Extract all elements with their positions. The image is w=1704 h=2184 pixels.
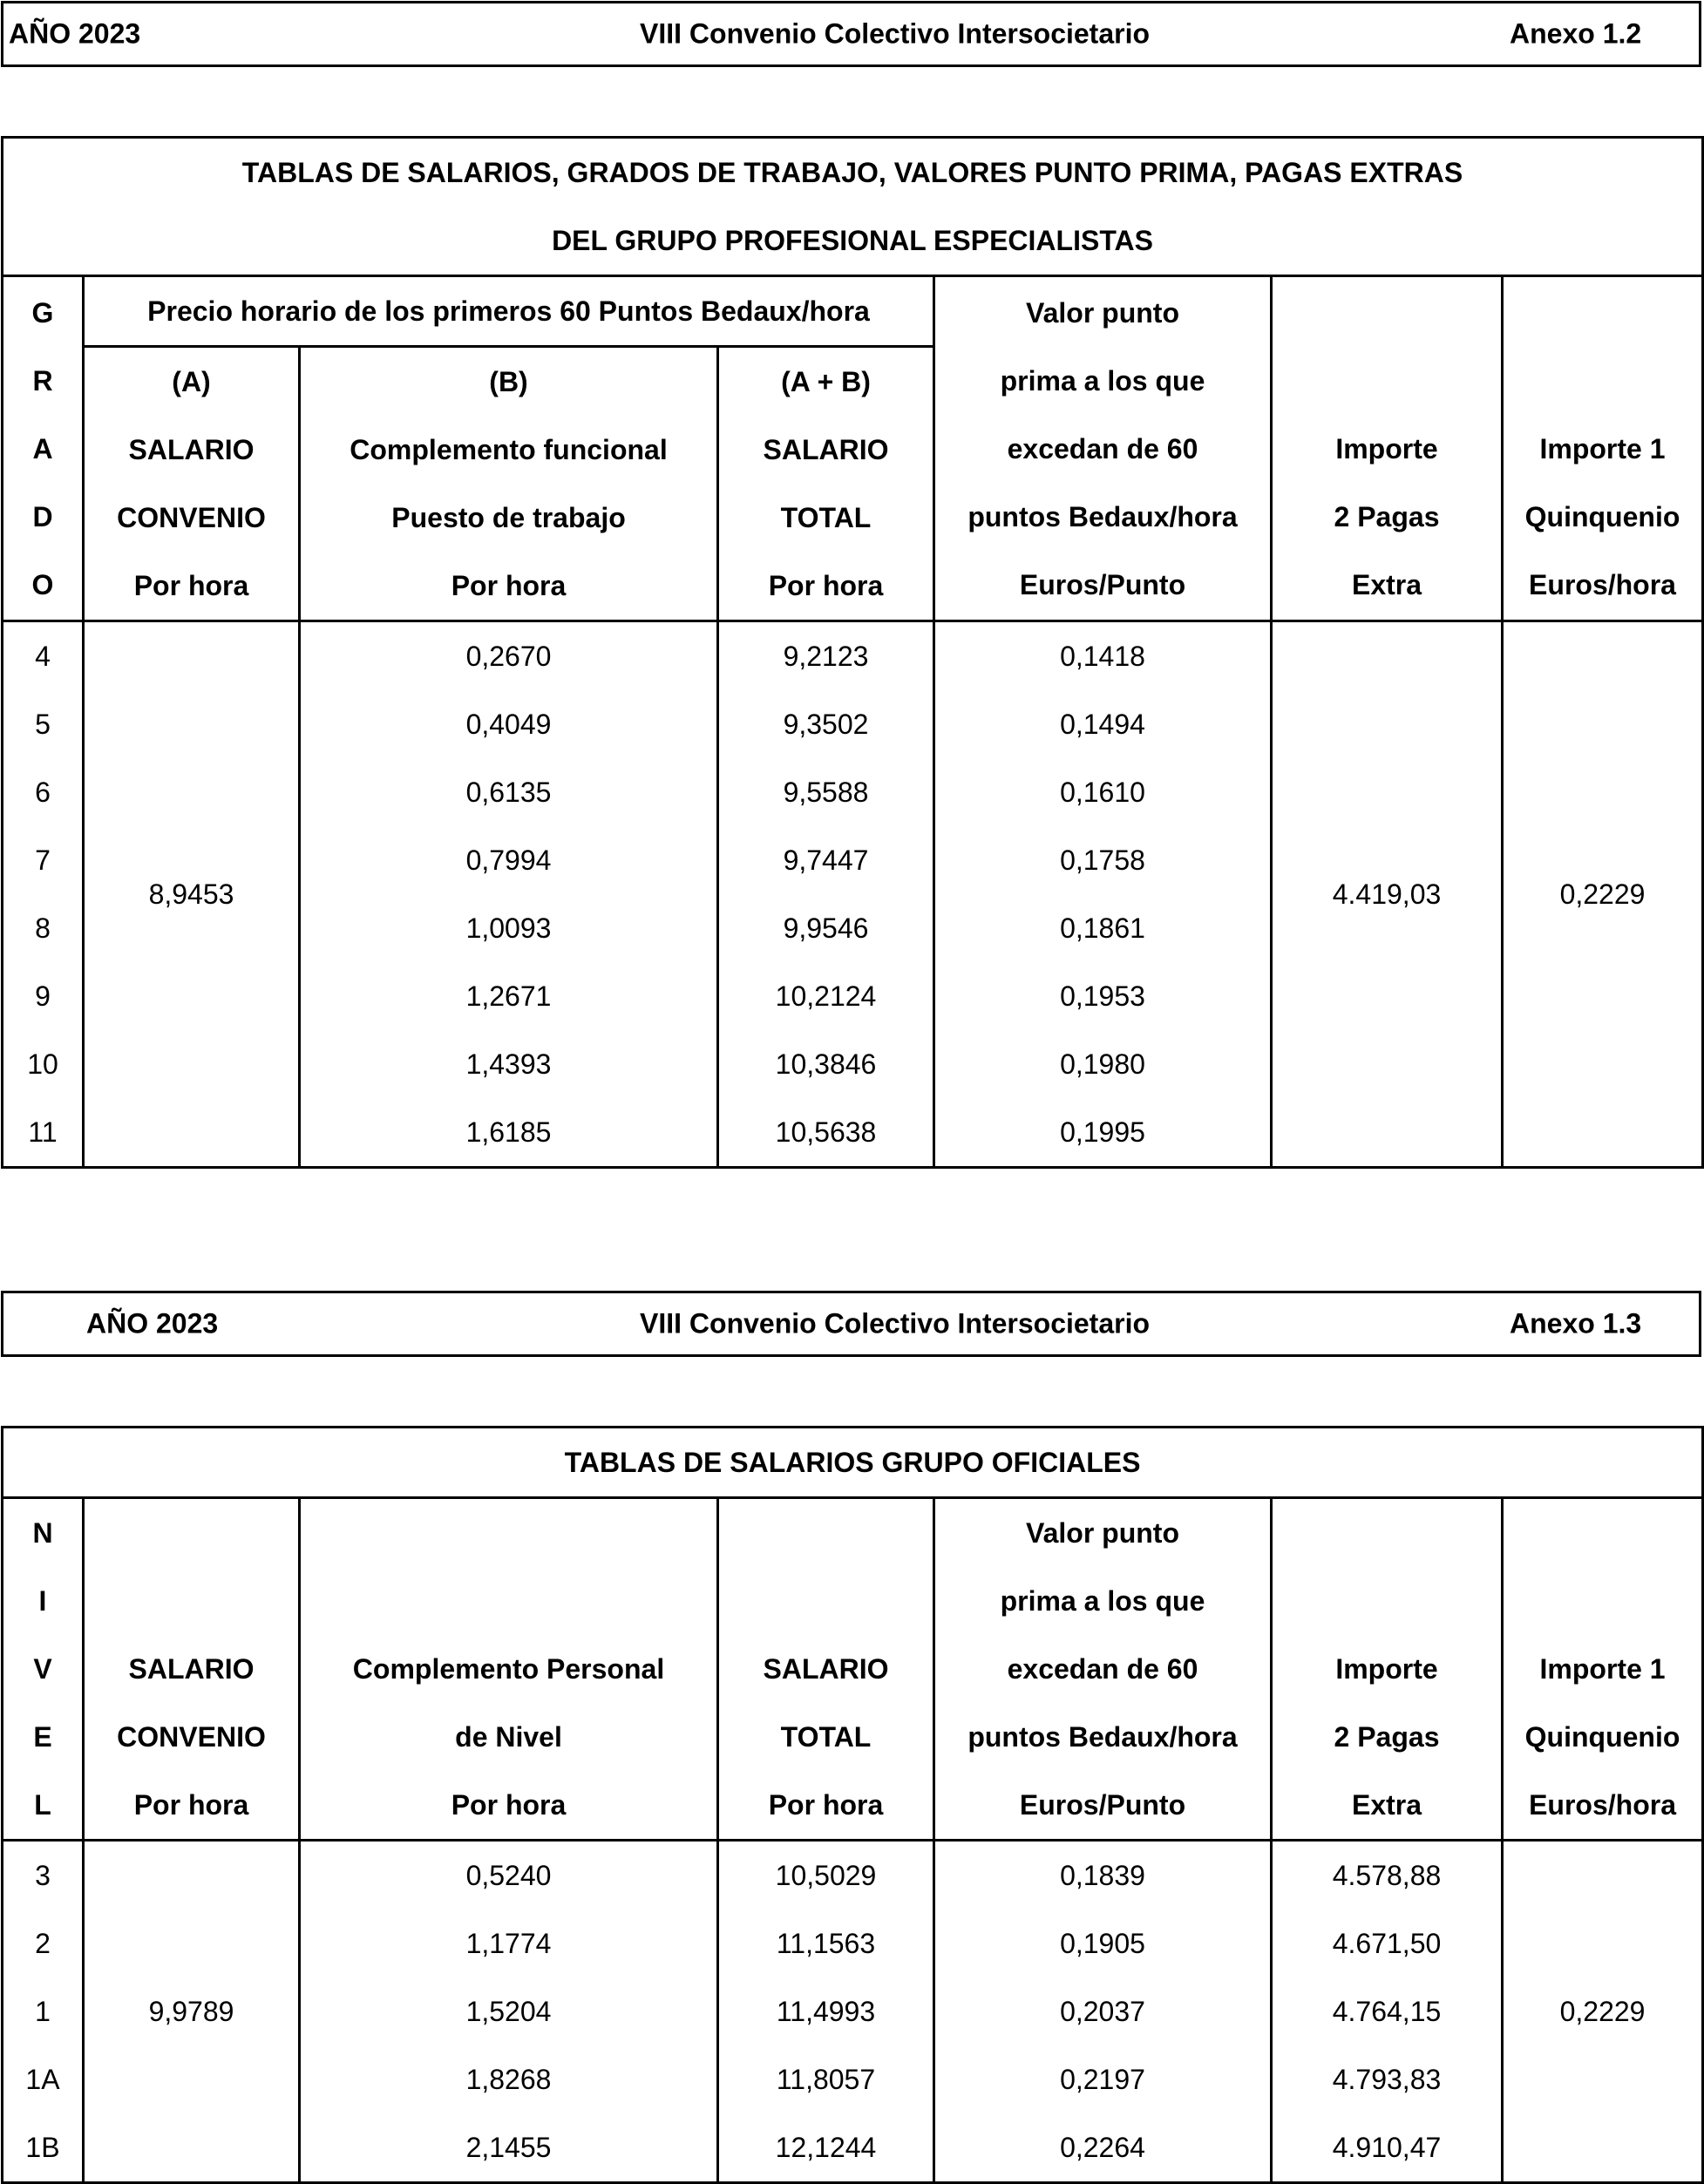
header-year: AÑO 2023 [86, 1307, 219, 1340]
table-row: 4 8,9453 0,2670 9,2123 0,1418 4.419,03 0,2229 [3, 621, 1703, 691]
salario-convenio-value: 9,9789 [84, 1841, 300, 2183]
col-importe-pagas-header: Importe 2 Pagas Extra [1272, 1498, 1503, 1841]
document-header-anexo-1-3 [1, 1291, 1701, 1357]
nivel-vertical-label: N I V E L [3, 1498, 84, 1841]
oficiales-salary-table [1, 1426, 1704, 2184]
table-row: 3 9,9789 0,5240 10,5029 0,1839 4.578,88 0,2229 [3, 1841, 1703, 1910]
col-valor-punto-header: Valor punto prima a los que excedan de 60 puntos Bedaux/hora Euros/Punto [934, 276, 1272, 621]
importe-pagas-value: 4.419,03 [1272, 621, 1503, 1168]
quinquenio-value: 0,2229 [1503, 621, 1703, 1168]
header-title: VIII Convenio Colectivo Intersocietario [640, 1307, 1151, 1340]
document-header-anexo-1-2 [1, 1, 1701, 67]
table-row: 8 1,0093 9,9546 0,1861 [3, 894, 1703, 962]
col-b-header: (B) Complemento funcional Puesto de trabajo Por hora [300, 347, 718, 621]
especialistas-salary-table [1, 136, 1704, 1169]
table-row: 2 1,1774 11,1563 0,1905 4.671,50 [3, 1909, 1703, 1977]
salario-convenio-value: 8,9453 [84, 621, 300, 1168]
table-title-line-2: DEL GRUPO PROFESIONAL ESPECIALISTAS [3, 207, 1703, 276]
col-a-header: (A) SALARIO CONVENIO Por hora [84, 347, 300, 621]
col-quinquenio-header: Importe 1 Quinquenio Euros/hora [1503, 276, 1703, 621]
col-a-header: SALARIO CONVENIO Por hora [84, 1498, 300, 1841]
table-title-line-1: TABLAS DE SALARIOS, GRADOS DE TRABAJO, VALORES PUNTO PRIMA, PAGAS EXTRAS [3, 138, 1703, 207]
table-row: 1B 2,1455 12,1244 0,2264 4.910,47 [3, 2113, 1703, 2183]
table-row: 1 1,5204 11,4993 0,2037 4.764,15 [3, 1977, 1703, 2045]
header-annex: Anexo 1.3 [1510, 1307, 1642, 1340]
col-importe-pagas-header: Importe 2 Pagas Extra [1272, 276, 1503, 621]
table-row: 5 0,4049 9,3502 0,1494 [3, 690, 1703, 758]
table-row: 1A 1,8268 11,8057 0,2197 4.793,83 [3, 2045, 1703, 2113]
col-ab-header: (A + B) SALARIO TOTAL Por hora [718, 347, 934, 621]
col-b-header: Complemento Personal de Nivel Por hora [300, 1498, 718, 1841]
table-row: 6 0,6135 9,5588 0,1610 [3, 758, 1703, 826]
col-ab-header: SALARIO TOTAL Por hora [718, 1498, 934, 1841]
header-annex: Anexo 1.2 [1510, 17, 1642, 50]
quinquenio-value: 0,2229 [1503, 1841, 1703, 2183]
table-row: 9 1,2671 10,2124 0,1953 [3, 962, 1703, 1030]
header-year: AÑO 2023 [9, 17, 141, 50]
table-title: TABLAS DE SALARIOS GRUPO OFICIALES [3, 1428, 1703, 1498]
table-row: 10 1,4393 10,3846 0,1980 [3, 1030, 1703, 1098]
table-row: 11 1,6185 10,5638 0,1995 [3, 1098, 1703, 1168]
table-row: 7 0,7994 9,7447 0,1758 [3, 826, 1703, 894]
header-title: VIII Convenio Colectivo Intersocietario [640, 17, 1151, 50]
group-header-precio-horario: Precio horario de los primeros 60 Puntos Bedaux/hora [84, 276, 934, 347]
col-valor-punto-header: Valor punto prima a los que excedan de 60 puntos Bedaux/hora Euros/Punto [934, 1498, 1272, 1841]
grado-vertical-label: G R A D O [3, 276, 84, 621]
col-quinquenio-header: Importe 1 Quinquenio Euros/hora [1503, 1498, 1703, 1841]
